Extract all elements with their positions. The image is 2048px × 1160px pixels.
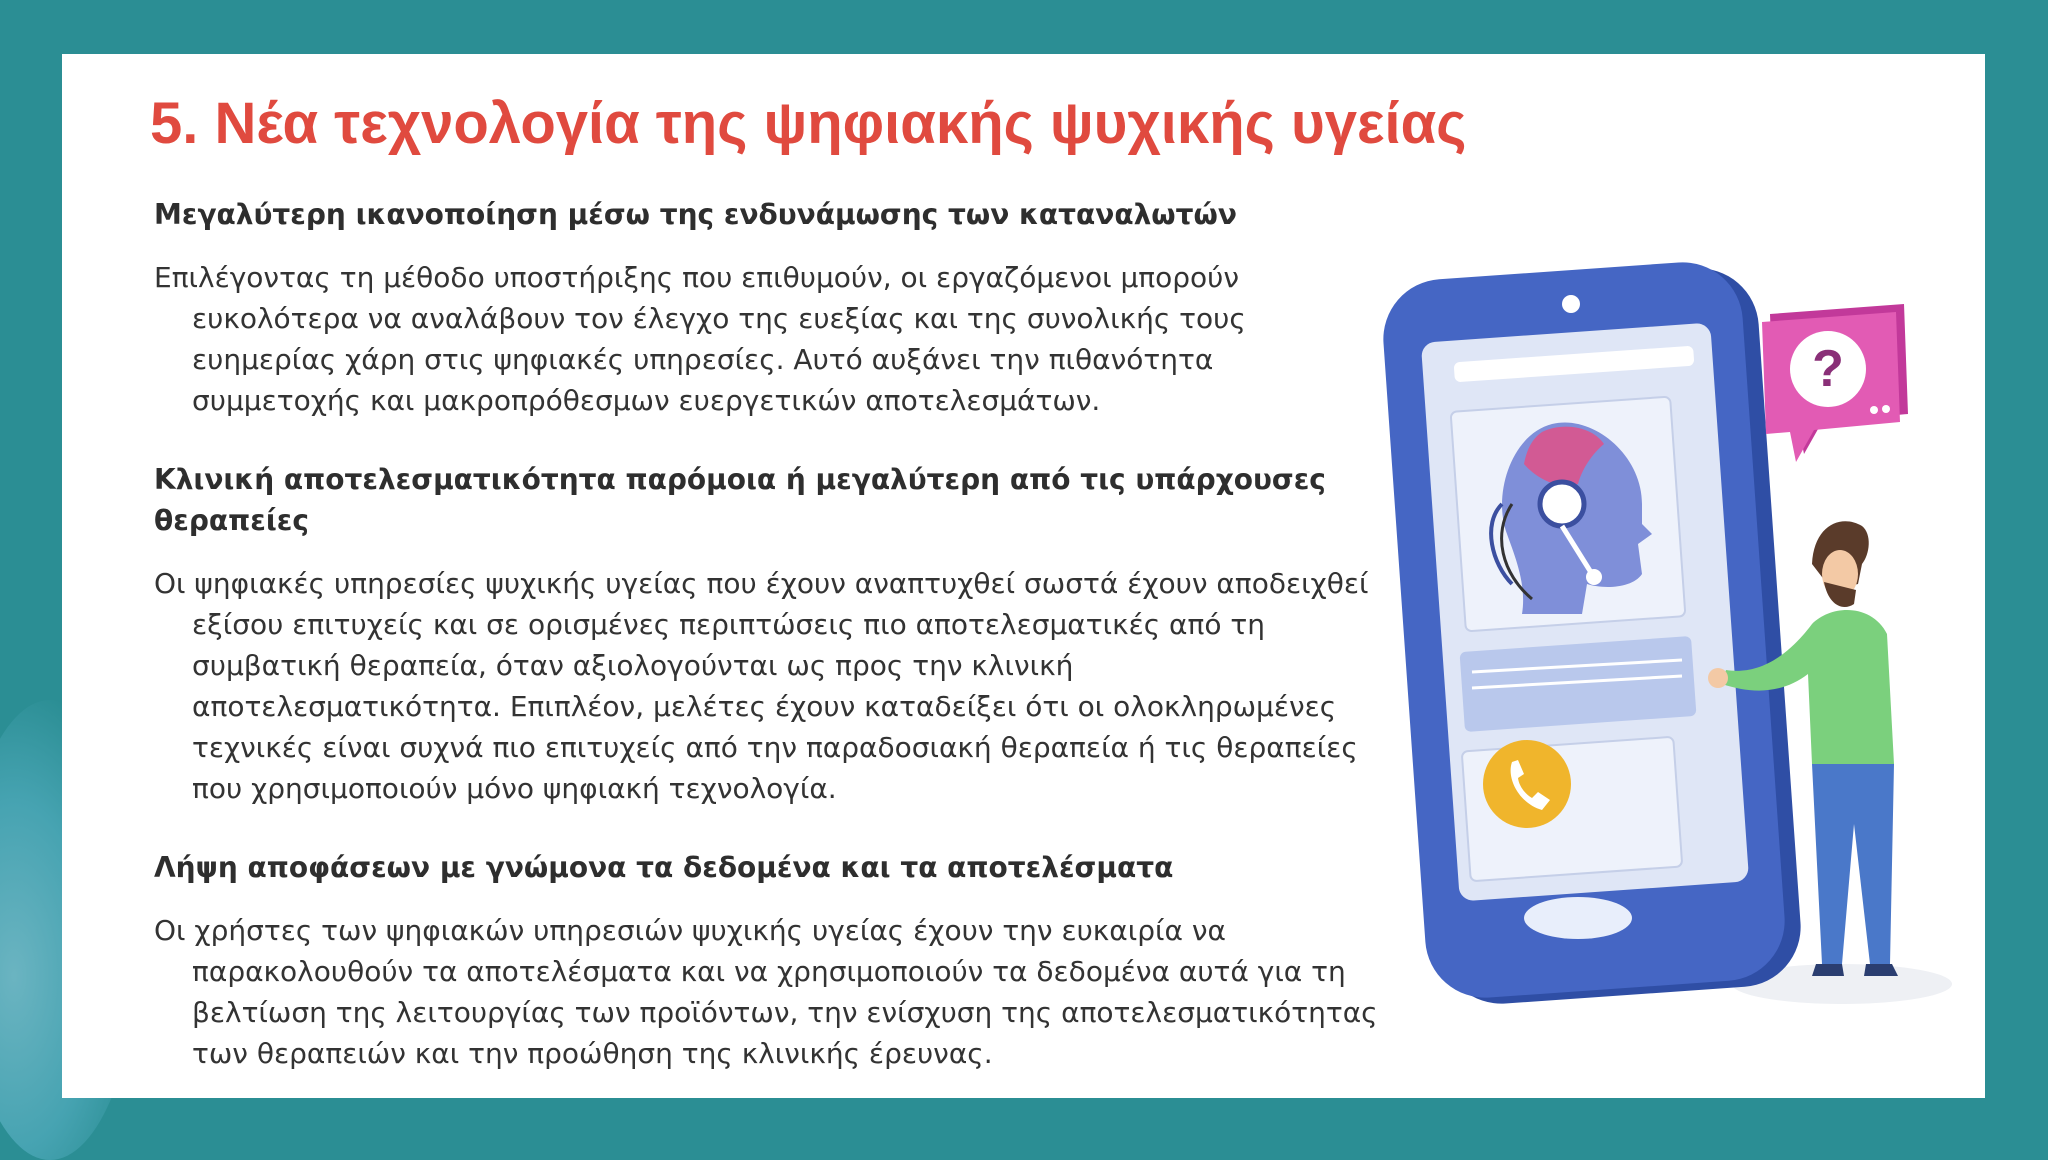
phone-call-icon	[1483, 740, 1571, 828]
section-text: Επιλέγοντας τη μέθοδο υποστήριξης που επιθυμούν, οι εργαζόμενοι μπορούν ευκολότερα να αναλάβουν τον έλεγχο της ευεξίας και της συνολικής τους ευημερίας χάρη στις ψηφιακές υπηρεσίες. Αυτό αυξάνει την πιθανότητα συμμετοχής και μακροπρόθεσμων ευεργετικών αποτελεσμάτων.	[154, 261, 1246, 417]
section-heading: Μεγαλύτερη ικανοποίηση μέσω της ενδυνάμωσης των καταναλωτών	[154, 198, 1237, 231]
slide	[62, 54, 1985, 1098]
question-mark: ?	[1812, 340, 1844, 398]
digital-mental-health-illustration	[1342, 204, 1985, 1054]
section-text: Οι ψηφιακές υπηρεσίες ψυχικής υγείας που έχουν αναπτυχθεί σωστά έχουν αποδειχθεί εξίσου επιτυχείς και σε ορισμένες περιπτώσεις πιο αποτελεσματικές από τη συμβατική θεραπεία, όταν αξιολογούνται ως προς την κλινική αποτελεσματικότητα. Επιπλέον, μελέτες έχουν καταδείξει ότι οι ολοκληρωμένες τεχνικές είναι συχνά πιο επιτυχείς από την παραδοσιακή θεραπεία ή τις θεραπείες που χρησιμοποιούν μόνο ψηφιακή τεχνολογία.	[154, 567, 1369, 805]
section-text: Οι χρήστες των ψηφιακών υπηρεσιών ψυχικής υγείας έχουν την ευκαιρία να παρακολουθούν τα αποτελέσματα και να χρησιμοποιούν τα δεδομένα αυτά για τη βελτίωση της λειτουργίας των προϊόντων, την ενίσχυση της αποτελεσματικότητας των θεραπειών και την προώθηση της κλινικής έρευνας.	[154, 914, 1378, 1070]
section-data-driven-decisions	[154, 847, 1384, 1074]
section-heading: Λήψη αποφάσεων με γνώμονα τα δεδομένα και τα αποτελέσματα	[154, 851, 1174, 884]
section-clinical-effectiveness	[154, 459, 1384, 809]
smartphone-icon	[1379, 258, 1804, 1007]
section-consumer-empowerment	[154, 194, 1384, 421]
slide-content	[154, 194, 1384, 1098]
question-bubble-icon	[1762, 304, 1908, 462]
section-heading: Κλινική αποτελεσματικότητα παρόμοια ή μεγαλύτερη από τις υπάρχουσες θεραπείες	[154, 463, 1326, 537]
slide-title: 5. Νέα τεχνολογία της ψηφιακής ψυχικής υγείας	[150, 91, 1467, 156]
